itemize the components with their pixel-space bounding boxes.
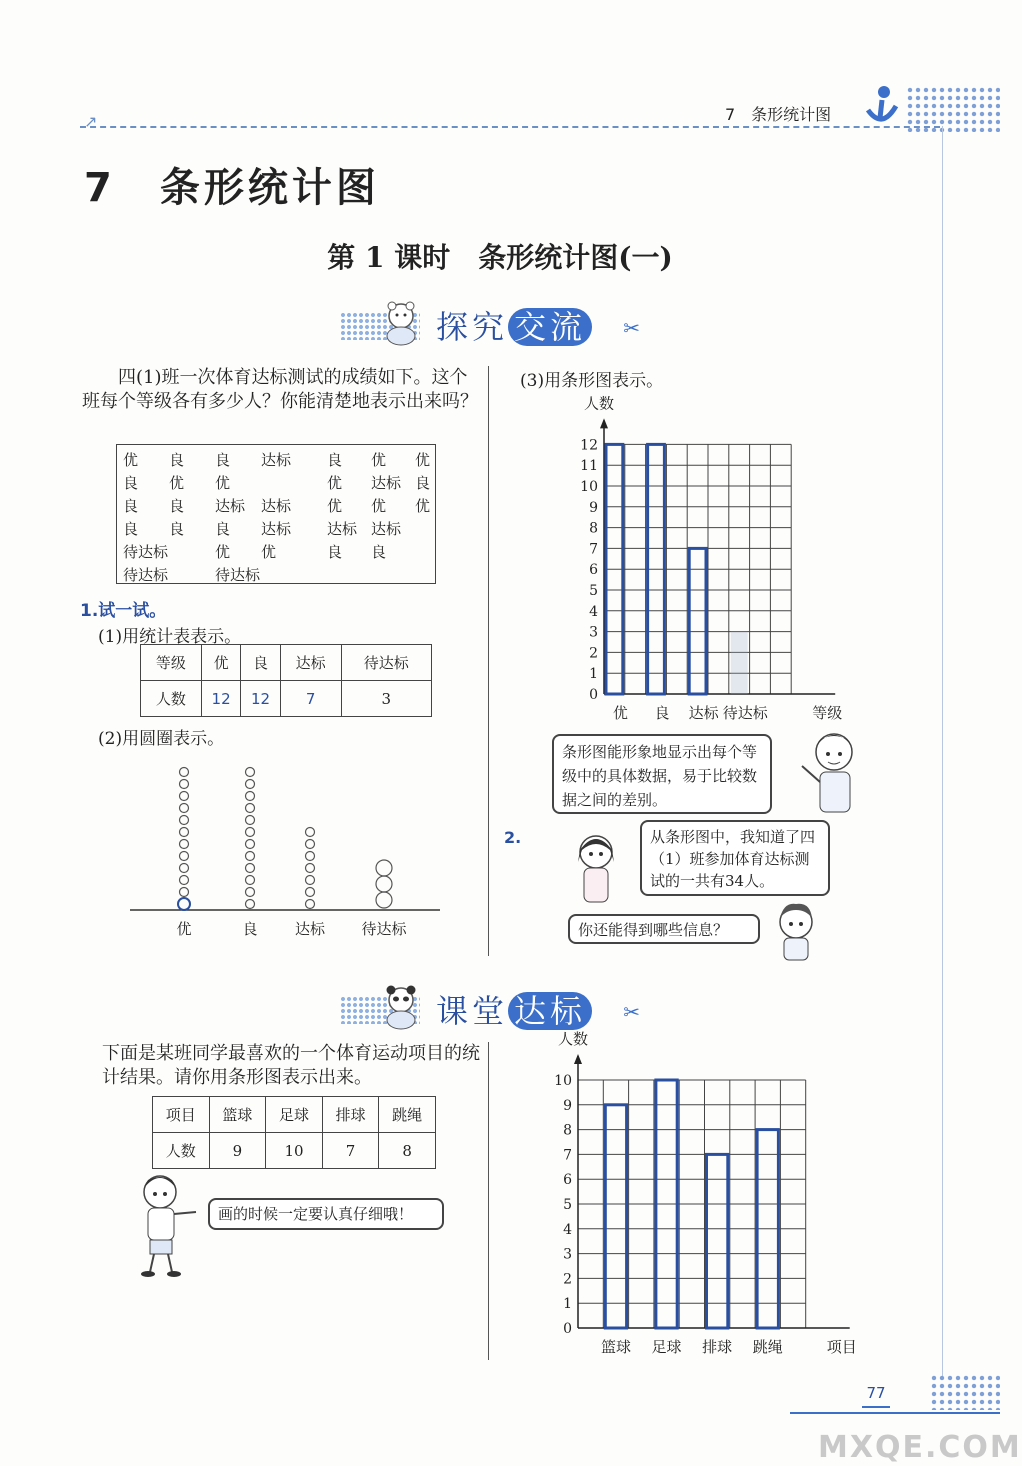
tally-circle <box>376 876 392 892</box>
raw-grade-cell: 优 <box>215 474 231 492</box>
raw-grade-cell: 优 <box>371 497 387 515</box>
y-tick-label: 1 <box>589 666 598 683</box>
y-tick-label: 10 <box>580 479 598 495</box>
header-dot-pattern <box>906 86 1000 132</box>
exercise-intro: 下面是某班同学最喜欢的一个体育运动项目的统计结果。请你用条形图表示出来。 <box>102 1043 480 1088</box>
tally-circle <box>246 864 255 873</box>
table-row <box>153 1133 436 1169</box>
page-number: 77 <box>862 1384 890 1408</box>
tally-circle <box>306 876 315 885</box>
raw-data-box <box>116 444 436 584</box>
problem-intro: 四(1)班一次体育达标测试的成绩如下。这个班每个等级各有多少人？你能清楚地表示出来吗？ <box>82 367 478 412</box>
y-tick-label: 2 <box>563 1271 572 1288</box>
tally-circle <box>246 780 255 789</box>
tally-circle <box>180 828 189 837</box>
table-cell: 优 <box>201 645 240 681</box>
tally-category-label: 优 <box>176 920 192 938</box>
x-axis-title: 等级 <box>812 704 843 722</box>
step3-label: (3)用条形图表示。 <box>520 371 664 391</box>
bear-mascot-icon <box>376 298 426 346</box>
y-tick-label: 8 <box>589 520 598 537</box>
try-it-label: 1.试一试。 <box>80 601 167 621</box>
bar <box>689 548 706 694</box>
tally-circle <box>180 792 189 801</box>
raw-grade-cell: 优 <box>261 543 277 561</box>
tally-circle <box>180 816 189 825</box>
raw-grade-cell: 达标 <box>261 520 292 538</box>
tally-circle <box>246 792 255 801</box>
y-tick-label: 9 <box>563 1097 572 1114</box>
banner-title: 课堂 达标 <box>436 986 592 1032</box>
handwritten-count: 7 <box>280 681 341 717</box>
raw-grade-cell: 达标 <box>371 474 402 492</box>
y-tick-label: 1 <box>563 1296 572 1313</box>
raw-grade-cell: 良 <box>169 497 185 515</box>
x-category-label: 优 <box>612 704 628 722</box>
bar <box>731 632 748 694</box>
y-tick-label: 9 <box>589 499 598 516</box>
raw-grade-cell: 达标 <box>371 520 402 538</box>
raw-grade-cell: 良 <box>327 451 343 469</box>
tally-circle <box>180 840 189 849</box>
raw-grade-cell: 达标 <box>261 451 292 469</box>
column-divider <box>488 1042 489 1360</box>
raw-grade-cell: 优 <box>371 451 387 469</box>
step2-label: (2)用圆圈表示。 <box>98 729 225 749</box>
practice-banner <box>340 982 640 1032</box>
tally-circle <box>180 876 189 885</box>
tally-circle <box>180 804 189 813</box>
y-tick-label: 12 <box>580 437 598 454</box>
y-tick-label: 7 <box>563 1147 572 1164</box>
x-category-label: 待达标 <box>722 704 768 722</box>
tally-circle <box>306 888 315 897</box>
raw-grade-cell: 良 <box>215 520 231 538</box>
tally-circle <box>376 892 392 908</box>
tally-circle <box>246 840 255 849</box>
sport-bar-chart <box>540 1030 870 1368</box>
boy-character-icon <box>796 726 866 830</box>
tally-circle <box>246 768 255 777</box>
handwritten-count: 12 <box>201 681 240 717</box>
explore-banner <box>340 298 640 348</box>
raw-grade-cell: 良 <box>327 543 343 561</box>
raw-grade-cell: 良 <box>371 543 387 561</box>
tally-circle <box>180 852 189 861</box>
raw-grade-cell: 良 <box>169 520 185 538</box>
question2-label: 2. <box>504 828 522 847</box>
raw-grade-cell: 达标 <box>327 520 358 538</box>
table-cell: 7 <box>322 1133 379 1169</box>
tally-circle <box>306 864 315 873</box>
x-category-label: 良 <box>654 704 670 722</box>
tally-circle <box>178 898 190 910</box>
raw-grade-cell: 良 <box>169 451 185 469</box>
tally-circle <box>246 900 255 909</box>
tally-circle <box>180 768 189 777</box>
table-header-cell: 人数 <box>141 681 202 717</box>
footer-dot-pattern <box>930 1374 1000 1410</box>
watermark: MXQE.COM <box>818 1430 1022 1465</box>
raw-grade-cell: 良 <box>123 474 139 492</box>
chapter-title: 7 条形统计图 <box>84 165 380 211</box>
table-header-cell: 等级 <box>141 645 202 681</box>
raw-grade-cell: 优 <box>415 451 431 469</box>
y-axis-arrow <box>600 418 608 428</box>
raw-grade-cell: 优 <box>415 497 431 515</box>
y-tick-label: 5 <box>563 1197 572 1213</box>
table-cell: 9 <box>209 1133 266 1169</box>
table-cell: 排球 <box>322 1097 379 1133</box>
tally-circle <box>306 900 315 909</box>
y-tick-label: 0 <box>563 1321 572 1337</box>
step1-label: (1)用统计表表示。 <box>98 627 242 647</box>
tally-circle <box>246 852 255 861</box>
y-tick-label: 2 <box>589 645 598 662</box>
tally-category-label: 待达标 <box>361 920 407 938</box>
y-tick-label: 7 <box>589 541 598 558</box>
table-header-cell: 人数 <box>153 1133 210 1169</box>
y-axis-title: 人数 <box>584 394 615 413</box>
speech-bubble-boy: 条形图能形象地显示出每个等级中的具体数据，易于比较数据之间的差别。 <box>552 734 772 814</box>
sport-count-table <box>152 1096 436 1169</box>
raw-grade-cell: 良 <box>415 474 431 492</box>
curly-boy-character-icon <box>772 898 820 962</box>
scissors-icon: ✂ <box>623 1000 640 1024</box>
raw-grade-cell: 优 <box>169 474 185 492</box>
speech-bubble-girl: 从条形图中，我知道了四（1）班参加体育达标测试的一共有34人。 <box>640 820 830 896</box>
raw-grade-cell: 良 <box>215 451 231 469</box>
lesson-title: 第 1 课时 条形统计图(一) <box>327 241 673 274</box>
tally-circle <box>246 804 255 813</box>
banner-title: 探究 交流 <box>436 302 592 348</box>
tally-circle <box>306 840 315 849</box>
y-tick-label: 3 <box>563 1246 572 1263</box>
y-tick-label: 4 <box>589 603 598 620</box>
girl-character-icon <box>566 828 628 918</box>
tally-circle <box>306 852 315 861</box>
y-tick-label: 8 <box>563 1122 572 1139</box>
y-axis-title: 人数 <box>558 1030 589 1048</box>
running-header: 7 条形统计图 <box>725 105 832 124</box>
table-row <box>153 1097 436 1133</box>
raw-grade-cell: 达标 <box>215 497 246 515</box>
x-axis-title: 项目 <box>826 1338 857 1356</box>
table-cell: 足球 <box>266 1097 323 1133</box>
tally-category-label: 良 <box>242 920 258 938</box>
table-cell: 3 <box>341 681 431 717</box>
grade-count-table <box>140 644 432 717</box>
footer-line <box>790 1412 1000 1414</box>
y-tick-label: 11 <box>580 458 598 475</box>
panda-mascot-icon <box>376 982 426 1030</box>
x-category-label: 达标 <box>688 704 719 722</box>
column-divider <box>488 366 489 956</box>
raw-grade-cell: 达标 <box>261 497 292 515</box>
tally-circle <box>376 860 392 876</box>
mascot-logo-icon <box>862 84 902 132</box>
table-cell: 达标 <box>280 645 341 681</box>
tally-circle <box>180 888 189 897</box>
table-cell: 8 <box>379 1133 436 1169</box>
raw-grade-cell: 待达标 <box>123 543 169 561</box>
x-category-label: 排球 <box>702 1338 733 1356</box>
circle-tally-chart <box>120 746 450 946</box>
y-tick-label: 0 <box>589 687 598 703</box>
tally-circle <box>180 780 189 789</box>
tally-circle <box>246 816 255 825</box>
scissors-icon: ✂ <box>623 316 640 340</box>
x-category-label: 足球 <box>651 1338 682 1356</box>
raw-grade-cell: 良 <box>123 520 139 538</box>
tally-circle <box>246 828 255 837</box>
bar <box>707 1154 728 1328</box>
handwritten-count: 12 <box>241 681 280 717</box>
raw-grade-cell: 良 <box>123 497 139 515</box>
table-cell: 待达标 <box>341 645 431 681</box>
y-tick-label: 6 <box>563 1172 572 1189</box>
raw-grade-cell: 待达标 <box>123 566 169 584</box>
pointing-boy-character-icon <box>130 1168 200 1278</box>
y-tick-label: 5 <box>589 583 598 599</box>
y-tick-label: 4 <box>563 1221 572 1238</box>
speech-bubble-question: 你还能得到哪些信息？ <box>568 914 760 944</box>
tally-circle <box>180 864 189 873</box>
raw-grade-cell: 待达标 <box>215 566 261 584</box>
raw-grade-cell: 优 <box>123 451 139 469</box>
corner-mark: ↗ <box>84 112 98 131</box>
tally-circle <box>246 888 255 897</box>
bar <box>605 1105 626 1328</box>
table-row <box>141 681 432 717</box>
y-tick-label: 6 <box>589 562 598 579</box>
margin-line <box>942 126 943 1376</box>
table-row <box>141 645 432 681</box>
speech-bubble-reminder: 画的时候一定要认真仔细哦！ <box>208 1198 444 1230</box>
y-tick-label: 10 <box>554 1073 572 1089</box>
raw-grade-cell: 优 <box>327 474 343 492</box>
grade-bar-chart <box>540 386 850 722</box>
table-cell: 篮球 <box>209 1097 266 1133</box>
raw-grade-cell: 优 <box>215 543 231 561</box>
tally-circle <box>246 876 255 885</box>
table-header-cell: 项目 <box>153 1097 210 1133</box>
header-dashed-line <box>80 126 940 128</box>
x-category-label: 篮球 <box>600 1338 631 1356</box>
raw-grade-cell: 优 <box>327 497 343 515</box>
table-cell: 跳绳 <box>379 1097 436 1133</box>
table-cell: 10 <box>266 1133 323 1169</box>
x-category-label: 跳绳 <box>752 1338 783 1356</box>
y-tick-label: 3 <box>589 624 598 641</box>
tally-category-label: 达标 <box>294 920 326 938</box>
table-cell: 良 <box>241 645 280 681</box>
y-axis-arrow <box>574 1054 582 1064</box>
tally-circle <box>306 828 315 837</box>
